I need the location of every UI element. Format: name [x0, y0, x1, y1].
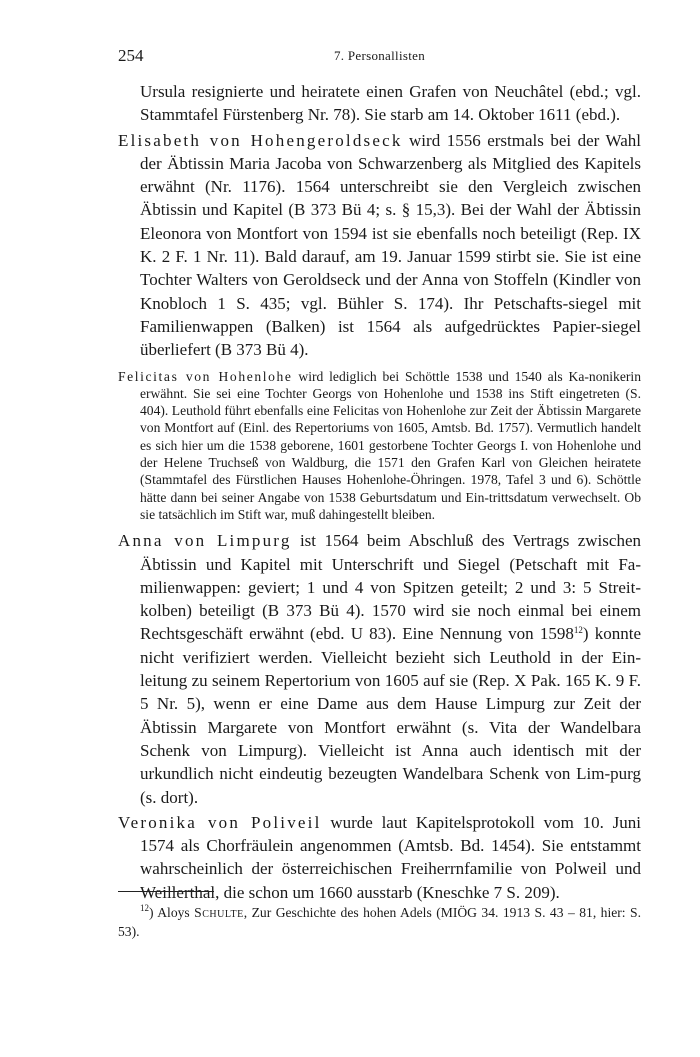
entry-name: Felicitas von Hohenlohe [118, 368, 293, 384]
entry-veronika-von-poliveil [118, 811, 641, 904]
entry-text-continued: ) konnte nicht verifiziert werden. Vielleicht bezieht sich Leuthold in der Ein-leitung zu seinem Repertorium von 1605 auf sie (Rep. X Pak. 165 K. 9 F. 5 Nr. 5), wenn er eine Dame aus dem Hause Limpurg zur Zeit der Äbtissin Margarete von Montfort erwähnt (s. Vita der Wandelbara Schenk von Limpurg). Vielleicht ist Anna auch identisch mit der urkundlich nicht eindeutig bezeugten Wandelbara Schenk von Lim-purg (s. dort). [140, 624, 642, 807]
entry-text: wurde laut Kapitelsprotokoll vom 10. Juni 1574 als Chorfräulein angenommen (Amtsb. Bd. 1454). Sie entstammt wahrscheinlich der österreichischen Freiherrnfamilie von Polweil und Weillerthal, die schon um 1660 ausstarb (Kneschke 7 S. 209). [140, 812, 641, 902]
entry-elisabeth-von-hohengeroldseck [118, 129, 641, 362]
entry-name: Anna von Limpurg [118, 531, 292, 551]
entry-text: ist 1564 beim Abschluß des Vertrags zwischen Äbtissin und Kapitel mit Unterschrift und Siegel (Petschaft mit Fa-milienwappen: geviert; 1 und 4 von Spitzen geteilt; 2 und 3: 5 Streit-kolben) beteiligt (B 373 Bü 4). 1570 wird sie noch einmal bei einem Rechtsgeschäft erwähnt (ebd. U 83). Eine Nennung von 1598 [140, 531, 641, 644]
entry-ursula-continuation [118, 80, 641, 127]
main-text [118, 80, 641, 906]
footnote-text: ) Aloys [149, 905, 195, 920]
page-header [118, 46, 641, 68]
entry-anna-von-limpurg [118, 529, 641, 809]
footnote-reference[interactable]: 12 [573, 625, 583, 636]
footnote-text-continued: , Zur Geschichte des hohen Adels (MIÖG 34. 1913 S. 43 – 81, hier: S. 53). [118, 905, 641, 939]
footnote-divider [118, 891, 214, 892]
entry-felicitas-von-hohenlohe [118, 368, 641, 524]
entry-text: wird lediglich bei Schöttle 1538 und 1540 als Ka-nonikerin erwähnt. Sie sei eine Tochter Georgs von Hohenlohe und 1538 ins Stift eingetreten (S. 404). Leuthold führt ebenfalls eine Felicitas von Hohenlohe zur Zeit der Äbtissin Margarete von Montfort auf (Einl. des Repertoriums von 1605, Amtsb. Bd. 1757). Vermutlich handelt es sich hier um die 1538 geborene, 1601 gestorbene Tochter Georgs I. von Hohenlohe und der Helene Truchseß von Waldburg, die 1571 den Grafen Karl von Gleichen heiratete (Stammtafel des Fürstlichen Hauses Hohenlohe-Öhringen. 1978, Tafel 3 und 6). Schöttle hätte dann bei seiner Angabe von 1538 Geburtsdatum und Ein-trittsdatum verwechselt. Ob sie tatsächlich im Stift war, muß dahingestellt bleiben. [140, 368, 641, 522]
running-head: 7. Personallisten [333, 48, 426, 63]
entry-text: wird 1556 erstmals bei der Wahl der Äbtissin Maria Jacoba von Schwarzenberg als Mitglied des Kapitels erwähnt (Nr. 1176). 1564 unterschreibt sie den Vergleich zwischen Äbtissin und Kapitel (B 373 Bü 4; s. § 15,3). Bei der Wahl der Äbtissin Eleonora von Montfort von 1594 ist sie ebenfalls noch beteiligt (Rep. IX K. 2 F. 1 Nr. 11). Bald darauf, am 19. Januar 1599 stirbt sie. Sie ist eine Tochter Walters von Geroldseck und der Anna von Stoffeln (Kindler von Knobloch 1 S. 435; vgl. Bühler S. 174). Ihr Petschafts-siegel mit Familienwappen (Balken) ist 1564 als aufgedrücktes Papier-siegel überliefert (B 373 Bü 4). [140, 130, 641, 360]
footnote [118, 903, 641, 941]
footnote-marker: 12 [140, 903, 149, 913]
entry-name: Elisabeth von Hohengeroldseck [118, 130, 403, 150]
page-number: 254 [118, 46, 144, 65]
entry-name: Veronika von Poliveil [118, 812, 322, 832]
entry-text: Ursula resignierte und heiratete einen Grafen von Neuchâtel (ebd.; vgl. Stammtafel Fürstenberg Nr. 78). Sie starb am 14. Oktober 1611 (ebd.). [140, 82, 641, 125]
footnote-author: Schulte [194, 905, 244, 920]
